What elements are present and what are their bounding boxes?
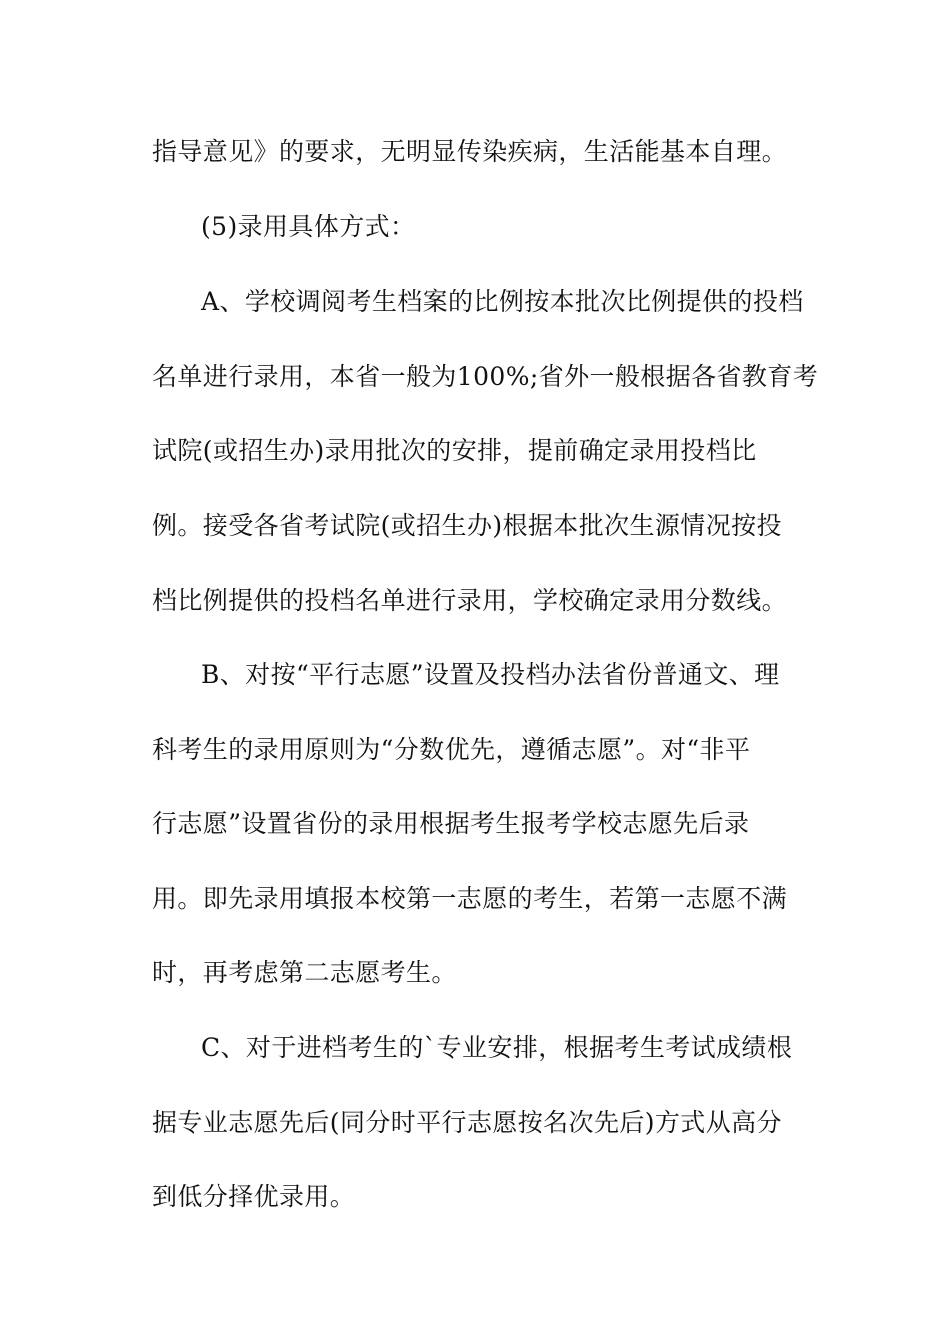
paragraph-line: 用。即先录用填报本校第一志愿的考生，若第一志愿不满 [152,884,788,913]
paragraph-line: 试院(或招生办)录用批次的安排，提前确定录用投档比 [152,436,757,465]
paragraph-line: 指导意见》的要求，无明显传染疾病，生活能基本自理。 [152,137,788,166]
paragraph-line: A、学校调阅考生档案的比例按本批次比例提供的投档 [201,287,804,316]
paragraph-line: B、对按“平行志愿”设置及投档办法省份普通文、理 [201,660,780,689]
paragraph-line: 行志愿”设置省份的录用根据考生报考学校志愿先后录 [152,809,750,838]
paragraph-line: 科考生的录用原则为“分数优先，遵循志愿”。对“非平 [152,735,751,764]
section-heading: (5)录用具体方式： [201,212,416,241]
paragraph-line: 名单进行录用，本省一般为100%;省外一般根据各省教育考 [152,362,819,391]
paragraph-line: 档比例提供的投档名单进行录用，学校确定录用分数线。 [152,586,788,615]
paragraph-line: 时，再考虑第二志愿考生。 [152,958,457,987]
paragraph-line: 到低分择优录用。 [152,1182,356,1211]
paragraph-line: 据专业志愿先后(同分时平行志愿按名次先后)方式从高分 [152,1108,782,1137]
paragraph-line: 例。接受各省考试院(或招生办)根据本批次生源情况按投 [152,511,782,540]
paragraph-line: C、对于进档考生的`专业安排，根据考生考试成绩根 [201,1033,793,1062]
